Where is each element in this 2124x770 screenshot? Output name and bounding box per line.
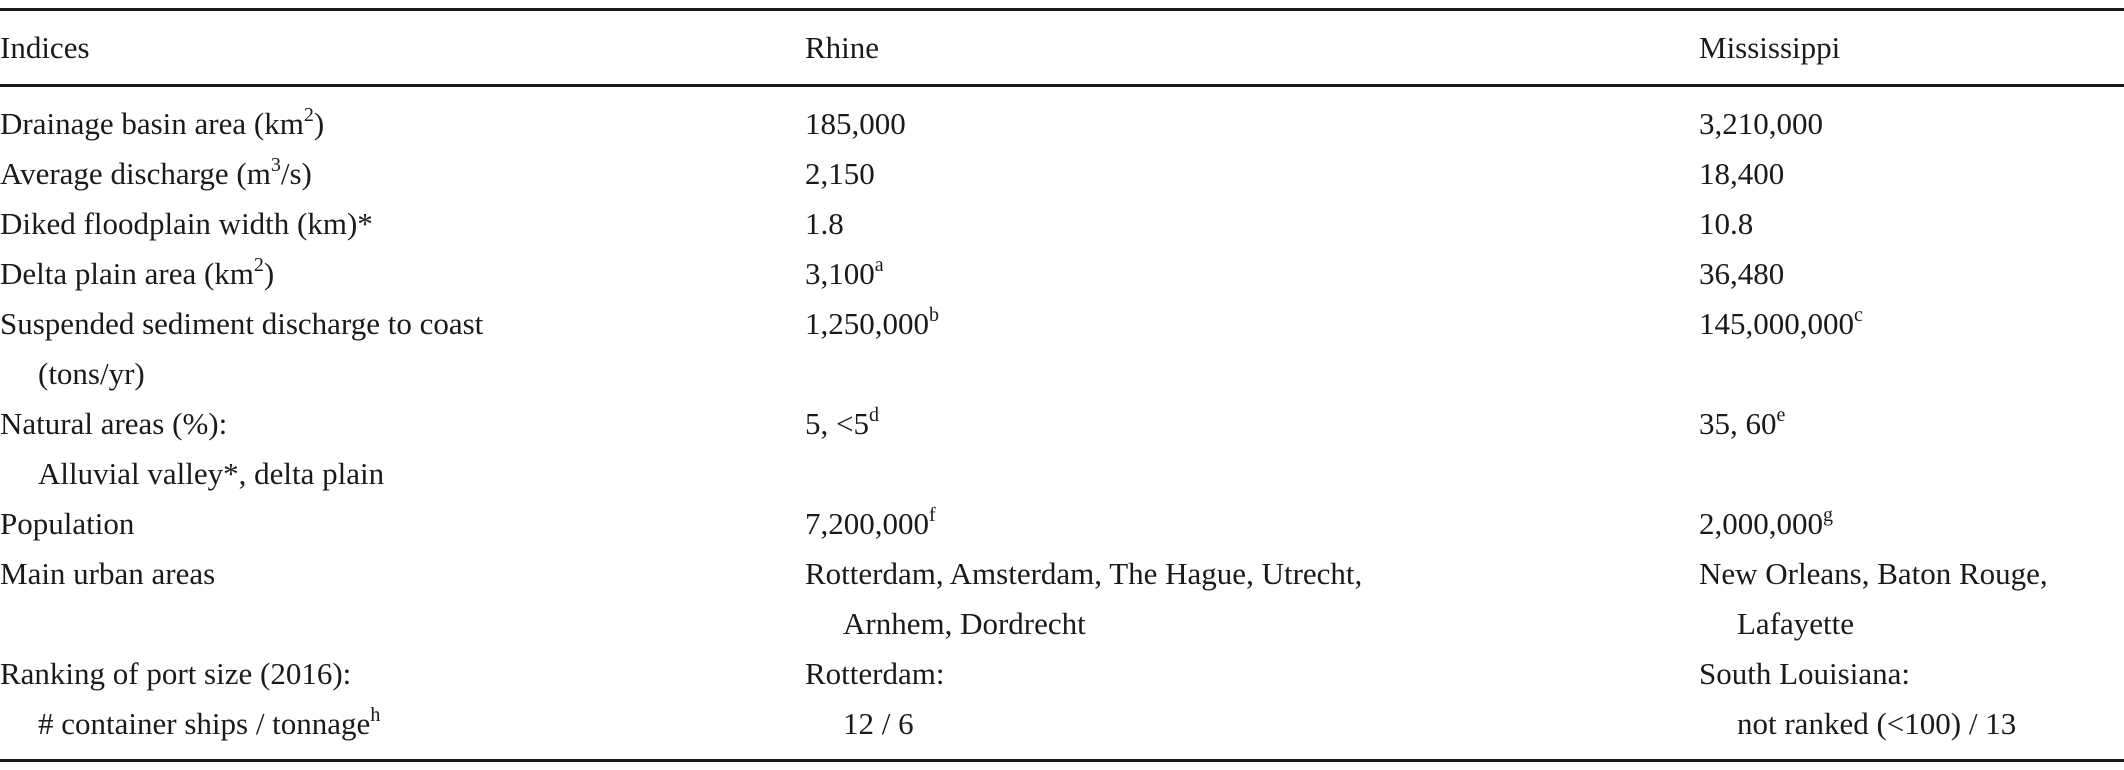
row-delta-index: Delta plain area $(km^2)$ — [0, 253, 275, 291]
row-urban-mississippi: New Orleans, Baton Rouge, — [1699, 556, 2048, 591]
row-port-rhine-cont: 12 / 6 — [843, 706, 914, 741]
row-urban-rhine-cont: Arnhem, Dordrecht — [843, 606, 1086, 641]
header-rhine: Rhine — [805, 30, 880, 65]
row-floodplain-index: Diked floodplain width (km)* — [0, 206, 373, 241]
header-indices: Indices — [0, 30, 90, 65]
row-port-index-cont: # container ships / tonnage$^h$ — [38, 703, 381, 741]
row-port-mississippi: South Louisiana: — [1699, 656, 1910, 691]
table-bottom-rule — [0, 759, 2124, 762]
row-urban-mississippi-cont: Lafayette — [1737, 606, 1855, 641]
header-mississippi: Mississippi — [1699, 30, 1841, 65]
row-sediment-index-cont: (tons/yr) — [38, 356, 145, 391]
row-sediment-mississippi: 145,000,000$^c$ — [1699, 303, 1863, 341]
row-port-rhine: Rotterdam: — [805, 656, 945, 691]
row-delta-mississippi: 36,480 — [1699, 256, 1785, 291]
row-sediment-rhine: 1,250,000$^b$ — [805, 303, 939, 341]
row-natural-rhine: 5, $<5^d$ — [805, 403, 879, 441]
row-floodplain-rhine: 1.8 — [805, 206, 844, 241]
row-natural-mississippi: 35, 60e — [1699, 403, 1786, 441]
row-discharge-index: Average discharge $(m^3/s)$ — [0, 153, 312, 191]
row-port-mississippi-cont: not ranked (<100) / 13 — [1737, 706, 2017, 741]
row-drainage-rhine: 185,000 — [805, 106, 906, 141]
row-natural-index: Natural areas (%): — [0, 406, 228, 441]
row-population-rhine: 7,200,000$^f$ — [805, 503, 936, 541]
row-drainage-mississippi: 3,210,000 — [1699, 106, 1823, 141]
row-floodplain-mississippi: 10.8 — [1699, 206, 1754, 241]
row-urban-index: Main urban areas — [0, 556, 216, 591]
row-population-mississippi: 2,000,000$^g$ — [1699, 503, 1833, 541]
row-natural-index-cont: Alluvial valley*, delta plain — [38, 456, 385, 491]
row-delta-rhine: 3,100$^a$ — [805, 253, 884, 291]
row-urban-rhine: Rotterdam, Amsterdam, The Hague, Utrecht, — [805, 556, 1363, 591]
row-discharge-mississippi: 18,400 — [1699, 156, 1785, 191]
row-port-index: Ranking of port size (2016): — [0, 656, 352, 691]
table-header-rule — [0, 84, 2124, 87]
row-drainage-index: Drainage basin area $(km^2)$ — [0, 103, 325, 141]
row-discharge-rhine: 2,150 — [805, 156, 875, 191]
table-top-rule — [0, 8, 2124, 11]
row-population-index: Population — [0, 506, 135, 541]
row-sediment-index: Suspended sediment discharge to coast — [0, 306, 484, 341]
